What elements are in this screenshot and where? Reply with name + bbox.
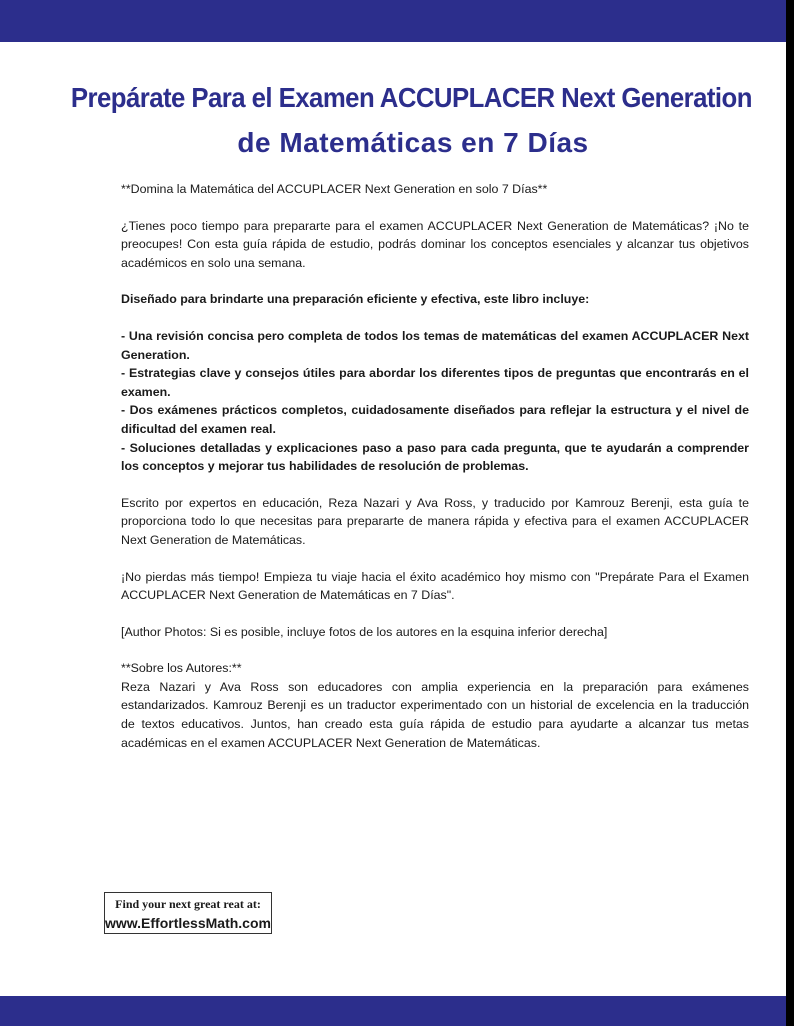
tagline: **Domina la Matemática del ACCUPLACER Next Generation en solo 7 Días** <box>121 182 548 196</box>
right-edge-strip <box>786 0 794 1026</box>
ad-tagline: Find your next great reat at: <box>115 897 261 911</box>
title-line-1: Prepárate Para el Examen ACCUPLACER Next Generation <box>70 82 752 113</box>
website-url[interactable]: www.EffortlessMath.com <box>105 915 271 931</box>
call-to-action: ¡No pierdas más tiempo! Empieza tu viaje hacia el éxito académico hoy mismo con "Prepárate Para el Examen ACCUPLACER Next Generation de Matemáticas en 7 Días". <box>121 569 749 603</box>
intro-paragraph: ¿Tienes poco tiempo para prepararte para el examen ACCUPLACER Next Generation de Matemáticas? ¡No te preocupes! Con esta guía rápida de estudio, podrás dominar los conceptos esenciales y alcanzar tus objetivos académicos en solo una semana. <box>121 218 749 270</box>
bottom-color-band <box>0 996 786 1026</box>
feature-item: - Soluciones detalladas y explicaciones paso a paso para cada pregunta, que te ayudarán a comprender los conceptos y mejorar tus habilidades de resolución de problemas. <box>121 440 749 474</box>
feature-item: - Dos exámenes prácticos completos, cuidadosamente diseñados para reflejar la estructura y el nivel de dificultad del examen real. <box>121 403 749 436</box>
feature-item: - Estrategias clave y consejos útiles para abordar los diferentes tipos de preguntas que encontrarás en el examen. <box>121 366 749 399</box>
feature-item: - Una revisión concisa pero completa de todos los temas de matemáticas del examen ACCUPLACER Next Generation. <box>121 328 749 362</box>
top-color-band <box>0 0 786 42</box>
about-authors-heading: **Sobre los Autores:** <box>121 661 242 676</box>
website-ad-box <box>104 892 272 934</box>
features-heading: Diseñado para brindarte una preparación eficiente y efectiva, este libro incluye: <box>121 292 590 307</box>
back-cover-text <box>121 180 749 752</box>
author-photos-note: [Author Photos: Si es posible, incluye fotos de los autores en la esquina inferior derecha] <box>121 624 608 639</box>
about-authors-text: Reza Nazari y Ava Ross son educadores con amplia experiencia en la preparación para exámenes estandarizados. Kamrouz Berenji es un traductor experimentado con un historial de excelencia en la traducción de textos educativos. Juntos, han creado esta guía rápida de estudio para ayudarte a alcanzar tus metas académicas en el examen ACCUPLACER Next Generation de Matemáticas. <box>121 679 749 750</box>
authors-paragraph: Escrito por expertos en educación, Reza Nazari y Ava Ross, y traducido por Kamrouz Berenji, esta guía te proporciona todo lo que necesitas para prepararte de manera rápida y efectiva para el examen ACCUPLACER Next Generation de Matemáticas. <box>121 495 749 547</box>
title-line-2: de Matemáticas en 7 Días <box>237 127 589 158</box>
